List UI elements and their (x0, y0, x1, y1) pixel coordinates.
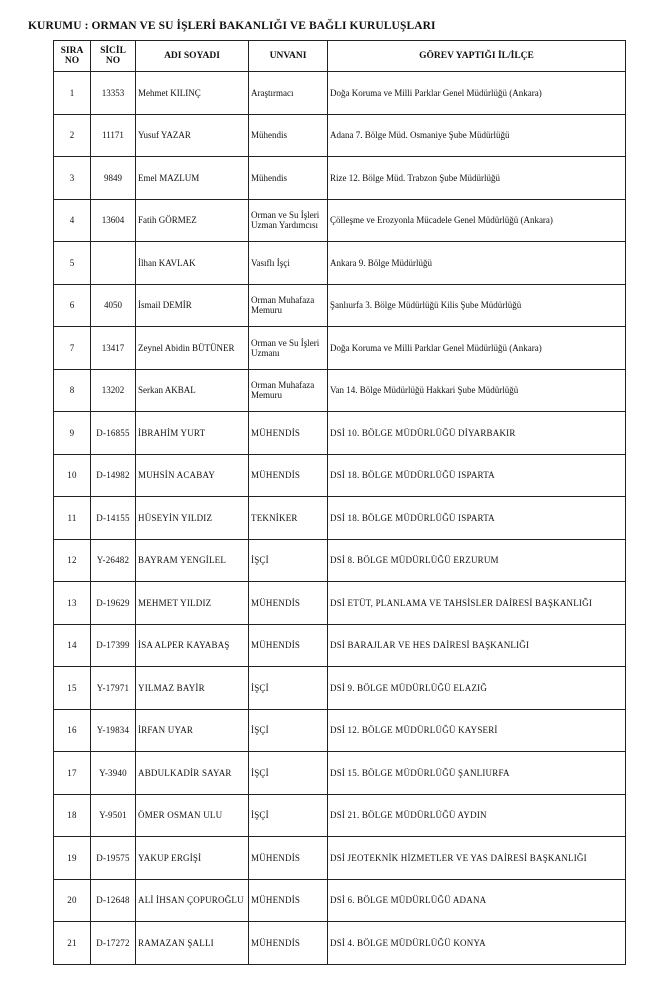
cell-name: ABDULKADİR SAYAR (136, 752, 249, 795)
cell-unvan: MÜHENDİS (249, 837, 328, 880)
cell-name: MEHMET YILDIZ (136, 582, 249, 625)
cell-gorev: Şanlıurfa 3. Bölge Müdürlüğü Kilis Şube Müdürlüğü (328, 284, 626, 327)
cell-name: Mehmet KILINÇ (136, 72, 249, 115)
cell-sira: 10 (54, 454, 91, 497)
cell-gorev: DSİ 8. BÖLGE MÜDÜRLÜĞÜ ERZURUM (328, 539, 626, 582)
cell-unvan: İŞÇİ (249, 709, 328, 752)
cell-sira: 6 (54, 284, 91, 327)
cell-unvan: Mühendis (249, 114, 328, 157)
cell-gorev: Doğa Koruma ve Milli Parklar Genel Müdürlüğü (Ankara) (328, 72, 626, 115)
cell-sicil: 13417 (91, 327, 136, 370)
cell-name: Serkan AKBAL (136, 369, 249, 412)
cell-gorev: DSİ 9. BÖLGE MÜDÜRLÜĞÜ ELAZIĞ (328, 667, 626, 710)
cell-unvan: İŞÇİ (249, 794, 328, 837)
cell-unvan: İŞÇİ (249, 752, 328, 795)
table-row (54, 624, 626, 667)
cell-gorev: Adana 7. Bölge Müd. Osmaniye Şube Müdürlüğü (328, 114, 626, 157)
cell-gorev: DSİ 6. BÖLGE MÜDÜRLÜĞÜ ADANA (328, 879, 626, 922)
table-row (54, 794, 626, 837)
cell-sicil (91, 242, 136, 285)
cell-sira: 20 (54, 879, 91, 922)
document-title: KURUMU : ORMAN VE SU İŞLERİ BAKANLIĞI VE BAĞLI KURULUŞLARI (28, 20, 436, 32)
cell-unvan: MÜHENDİS (249, 879, 328, 922)
cell-name: ÖMER OSMAN ULU (136, 794, 249, 837)
cell-name: İRFAN UYAR (136, 709, 249, 752)
cell-gorev: DSİ 12. BÖLGE MÜDÜRLÜĞÜ KAYSERİ (328, 709, 626, 752)
cell-sicil: Y-19834 (91, 709, 136, 752)
table-row (54, 454, 626, 497)
header-sicil: SİCİL NO (91, 41, 136, 72)
cell-sicil: Y-17971 (91, 667, 136, 710)
cell-sira: 11 (54, 497, 91, 540)
cell-name: MUHSİN ACABAY (136, 454, 249, 497)
cell-unvan: Orman Muhafaza Memuru (249, 284, 328, 327)
cell-name: İBRAHİM YURT (136, 412, 249, 455)
cell-sicil: 9849 (91, 157, 136, 200)
cell-unvan: MÜHENDİS (249, 922, 328, 965)
cell-gorev: DSİ 18. BÖLGE MÜDÜRLÜĞÜ ISPARTA (328, 454, 626, 497)
cell-unvan: MÜHENDİS (249, 454, 328, 497)
table-body (54, 72, 626, 965)
cell-sicil: D-17272 (91, 922, 136, 965)
table-row (54, 199, 626, 242)
cell-sira: 5 (54, 242, 91, 285)
table-row (54, 539, 626, 582)
cell-unvan: Orman Muhafaza Memuru (249, 369, 328, 412)
cell-sira: 8 (54, 369, 91, 412)
cell-gorev: Rize 12. Bölge Müd. Trabzon Şube Müdürlüğü (328, 157, 626, 200)
header-sira: SIRA NO (54, 41, 91, 72)
cell-sira: 2 (54, 114, 91, 157)
cell-unvan: MÜHENDİS (249, 624, 328, 667)
cell-name: HÜSEYİN YILDIZ (136, 497, 249, 540)
cell-gorev: DSİ 15. BÖLGE MÜDÜRLÜĞÜ ŞANLIURFA (328, 752, 626, 795)
cell-sicil: 13353 (91, 72, 136, 115)
cell-sira: 3 (54, 157, 91, 200)
cell-sira: 12 (54, 539, 91, 582)
cell-unvan: Orman ve Su İşleri Uzman Yardımcısı (249, 199, 328, 242)
cell-gorev: DSİ ETÜT, PLANLAMA VE TAHSİSLER DAİRESİ BAŞKANLIĞI (328, 582, 626, 625)
cell-unvan: MÜHENDİS (249, 582, 328, 625)
cell-gorev: DSİ 21. BÖLGE MÜDÜRLÜĞÜ AYDIN (328, 794, 626, 837)
cell-sicil: D-17399 (91, 624, 136, 667)
cell-gorev: DSİ 18. BÖLGE MÜDÜRLÜĞÜ ISPARTA (328, 497, 626, 540)
cell-name: İSA ALPER KAYABAŞ (136, 624, 249, 667)
cell-sira: 1 (54, 72, 91, 115)
table-header-row (54, 41, 626, 72)
cell-sira: 18 (54, 794, 91, 837)
table-row (54, 284, 626, 327)
cell-gorev: Ankara 9. Bölge Müdürlüğü (328, 242, 626, 285)
cell-unvan: Mühendis (249, 157, 328, 200)
cell-sicil: 11171 (91, 114, 136, 157)
table-row (54, 709, 626, 752)
cell-sira: 17 (54, 752, 91, 795)
cell-unvan: İŞÇİ (249, 539, 328, 582)
table-row (54, 879, 626, 922)
cell-sira: 15 (54, 667, 91, 710)
cell-sicil: Y-3940 (91, 752, 136, 795)
table-row (54, 582, 626, 625)
cell-name: YAKUP ERGİŞİ (136, 837, 249, 880)
cell-unvan: İŞÇİ (249, 667, 328, 710)
cell-name: Yusuf YAZAR (136, 114, 249, 157)
cell-sicil: 13604 (91, 199, 136, 242)
cell-name: BAYRAM YENGİLEL (136, 539, 249, 582)
cell-name: RAMAZAN ŞALLI (136, 922, 249, 965)
cell-gorev: DSİ 10. BÖLGE MÜDÜRLÜĞÜ DİYARBAKIR (328, 412, 626, 455)
table-row (54, 922, 626, 965)
cell-gorev: DSİ JEOTEKNİK HİZMETLER VE YAS DAİRESİ BAŞKANLIĞI (328, 837, 626, 880)
cell-name: YILMAZ BAYİR (136, 667, 249, 710)
table-row (54, 752, 626, 795)
table-row (54, 242, 626, 285)
cell-sira: 4 (54, 199, 91, 242)
cell-gorev: Çölleşme ve Erozyonla Mücadele Genel Müdürlüğü (Ankara) (328, 199, 626, 242)
header-name: ADI SOYADI (136, 41, 249, 72)
cell-sicil: 4050 (91, 284, 136, 327)
cell-name: ALİ İHSAN ÇOPUROĞLU (136, 879, 249, 922)
header-gorev: GÖREV YAPTIĞI İL/İLÇE (328, 41, 626, 72)
cell-sira: 9 (54, 412, 91, 455)
cell-sicil: Y-9501 (91, 794, 136, 837)
cell-sira: 7 (54, 327, 91, 370)
table-row (54, 837, 626, 880)
cell-gorev: DSİ 4. BÖLGE MÜDÜRLÜĞÜ KONYA (328, 922, 626, 965)
cell-sicil: 13202 (91, 369, 136, 412)
personnel-table (53, 40, 626, 965)
cell-sira: 21 (54, 922, 91, 965)
header-unvan: UNVANI (249, 41, 328, 72)
cell-sicil: D-14155 (91, 497, 136, 540)
cell-sira: 16 (54, 709, 91, 752)
cell-unvan: MÜHENDİS (249, 412, 328, 455)
table-row (54, 667, 626, 710)
table-row (54, 114, 626, 157)
cell-gorev: Van 14. Bölge Müdürlüğü Hakkari Şube Müdürlüğü (328, 369, 626, 412)
cell-name: İlhan KAVLAK (136, 242, 249, 285)
table-row (54, 412, 626, 455)
cell-sicil: D-12648 (91, 879, 136, 922)
table-row (54, 157, 626, 200)
cell-sicil: D-19575 (91, 837, 136, 880)
cell-sira: 14 (54, 624, 91, 667)
cell-sira: 19 (54, 837, 91, 880)
cell-sira: 13 (54, 582, 91, 625)
cell-unvan: Orman ve Su İşleri Uzmanı (249, 327, 328, 370)
table-row (54, 72, 626, 115)
table-row (54, 327, 626, 370)
cell-name: Zeynel Abidin BÜTÜNER (136, 327, 249, 370)
table-row (54, 369, 626, 412)
cell-unvan: Araştırmacı (249, 72, 328, 115)
cell-sicil: Y-26482 (91, 539, 136, 582)
cell-name: İsmail DEMİR (136, 284, 249, 327)
cell-sicil: D-16855 (91, 412, 136, 455)
cell-name: Emel MAZLUM (136, 157, 249, 200)
cell-unvan: TEKNİKER (249, 497, 328, 540)
table-row (54, 497, 626, 540)
cell-name: Fatih GÖRMEZ (136, 199, 249, 242)
cell-gorev: DSİ BARAJLAR VE HES DAİRESİ BAŞKANLIĞI (328, 624, 626, 667)
cell-sicil: D-14982 (91, 454, 136, 497)
cell-sicil: D-19629 (91, 582, 136, 625)
cell-gorev: Doğa Koruma ve Milli Parklar Genel Müdürlüğü (Ankara) (328, 327, 626, 370)
cell-unvan: Vasıflı İşçi (249, 242, 328, 285)
